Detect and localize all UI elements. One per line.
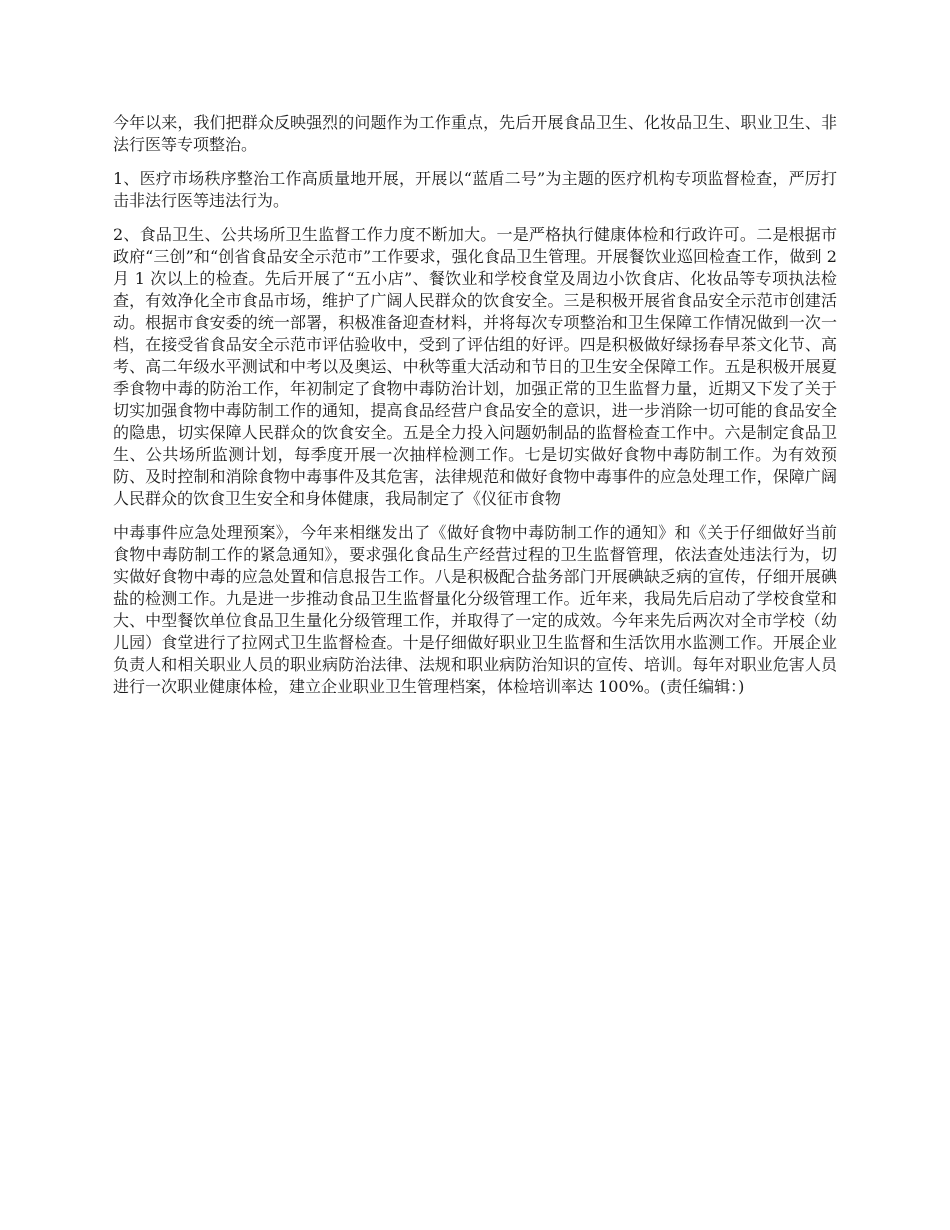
paragraph-item-1: 1、医疗市场秩序整治工作高质量地开展，开展以“蓝盾二号”为主题的医疗机构专项监督检查，严厉打击非法行医等违法行为。	[113, 169, 837, 210]
paragraph-intro: 今年以来，我们把群众反映强烈的问题作为工作重点，先后开展食品卫生、化妆品卫生、职业卫生、非法行医等专项整治。	[113, 113, 837, 154]
paragraph-item-2: 2、食品卫生、公共场所卫生监督工作力度不断加大。一是严格执行健康体检和行政许可。二是根据市政府“三创”和“创省食品安全示范市”工作要求，强化食品卫生管理。开展餐饮业巡回检查工作，做到 2 月 1 次以上的检查。先后开展了“五小店”、餐饮业和学校食堂及周边小饮食店、化妆品等专项执法检查，有效净化全市食品市场，维护了广阔人民群众的饮食安全。三是积极开展省食品安全示范市创建活动。根据市食安委的统一部署，积极准备迎查材料，并将每次专项整治和卫生保障工作情况做到一次一档，在接受省食品安全示范市评估验收中，受到了评估组的好评。四是积极做好绿扬春早茶文化节、高考、高二年级水平测试和中考以及奥运、中秋等重大活动和节日的卫生安全保障工作。五是积极开展夏季食物中毒的防治工作，年初制定了食物中毒防治计划，加强正常的卫生监督力量，近期又下发了关于切实加强食物中毒防制工作的通知，提高食品经营户食品安全的意识，进一步消除一切可能的食品安全的隐患，切实保障人民群众的饮食安全。五是全力投入问题奶制品的监督检查工作中。六是制定食品卫生、公共场所监测计划，每季度开展一次抽样检测工作。七是切实做好食物中毒防制工作。为有效预防、及时控制和消除食物中毒事件及其危害，法律规范和做好食物中毒事件的应急处理工作，保障广阔人民群众的饮食卫生安全和身体健康，我局制定了《仪征市食物	[113, 225, 837, 508]
document-body	[113, 112, 837, 710]
paragraph-item-2-continued: 中毒事件应急处理预案》，今年来相继发出了《做好食物中毒防制工作的通知》和《关于仔细做好当前食物中毒防制工作的紧急通知》，要求强化食品生产经营过程的卫生监督管理，依法查处违法行为，切实做好食物中毒的应急处置和信息报告工作。八是积极配合盐务部门开展碘缺乏病的宣传，仔细开展碘盐的检测工作。九是进一步推动食品卫生监督量化分级管理工作。近年来，我局先后启动了学校食堂和大、中型餐饮单位食品卫生量化分级管理工作，并取得了一定的成效。今年来先后两次对全市学校（幼儿园）食堂进行了拉网式卫生监督检查。十是仔细做好职业卫生监督和生活饮用水监测工作。开展企业负责人和相关职业人员的职业病防治法律、法规和职业病防治知识的宣传、培训。每年对职业危害人员进行一次职业健康体检，建立企业职业卫生管理档案，体检培训率达 100%。(责任编辑：)	[113, 523, 837, 696]
